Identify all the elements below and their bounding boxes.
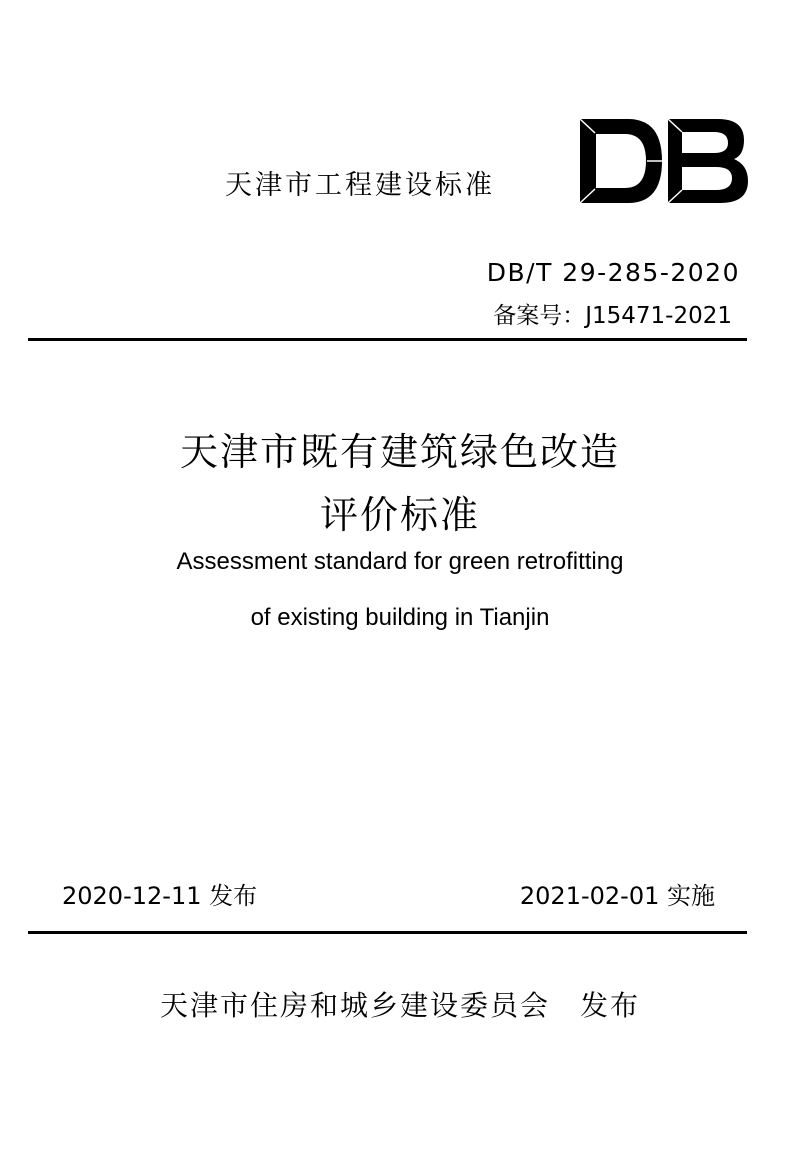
effective-date: 2021-02-01 实施	[519, 882, 715, 910]
logo-letter-d	[580, 119, 662, 203]
title-en-line1: Assessment standard for green retrofitting	[176, 548, 624, 575]
title-en-line2: of existing building in Tianjin	[250, 604, 550, 631]
title-cn-line1: 天津市既有建筑绿色改造	[179, 430, 620, 474]
standard-number: DB/T 29-285-2020	[486, 258, 740, 287]
top-divider	[28, 338, 747, 341]
series-title: 天津市工程建设标准	[225, 170, 495, 201]
title-cn-line2: 评价标准	[319, 493, 480, 537]
publisher: 天津市住房和城乡建设委员会 发布	[159, 989, 640, 1022]
logo-letter-b	[668, 119, 748, 203]
record-number: 备案号：J15471-2021	[493, 303, 732, 329]
issue-date: 2020-12-11 发布	[62, 882, 258, 910]
db-logo	[578, 117, 750, 205]
bottom-divider	[28, 931, 747, 934]
